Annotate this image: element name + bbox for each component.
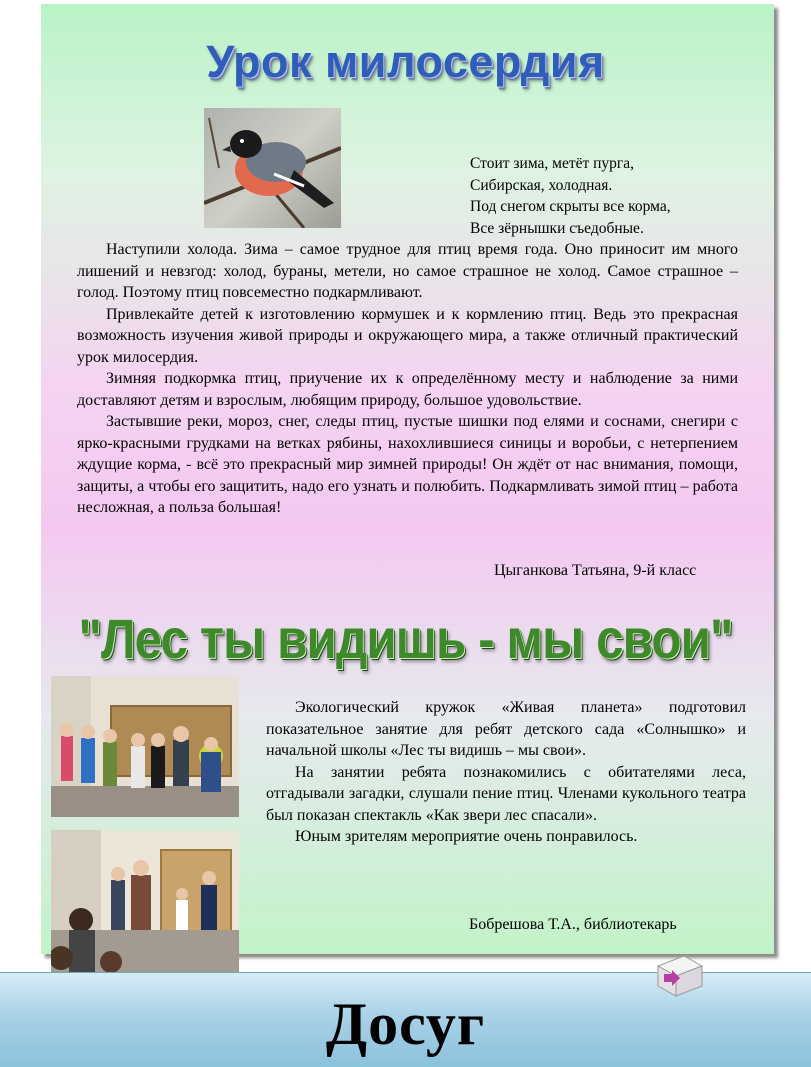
poem-line: Все зёрнышки съедобные.	[470, 219, 644, 237]
paragraph: Юным зрителям мероприятие очень понравилось.	[295, 828, 638, 845]
paragraph: Наступили холода. Зима – самое трудное для птиц время года. Оно приносит им много лишений и невзгод: холод, бураны, метели, но самое страшное не холод. Самое страшное – голод. Поэтому птиц повсеместно подкармливают.	[77, 241, 738, 301]
event-photo-2	[51, 830, 239, 972]
footer-section-title: Досуг	[325, 991, 486, 1057]
paragraph: Привлекайте детей к изготовлению кормушек и к кормлению птиц. Ведь это прекрасная возможность изучения живой природы и окружающего мира, а также отличный практический урок милосердия.	[77, 305, 738, 366]
article-body-1	[77, 239, 738, 519]
paragraph: Зимняя подкормка птиц, приучение их к определённому месту и наблюдение за ними доставляют детям и взрослым, любящим природу, большое удовольствие.	[77, 370, 738, 409]
poem-line: Стоит зима, метёт пурга,	[470, 155, 635, 172]
event-photo-1	[51, 676, 239, 817]
next-arrow-cube-icon[interactable]	[654, 952, 706, 998]
paragraph: Экологический кружок «Живая планета» подготовил показательное занятие для ребят детского сада «Солнышко» и начальной школы «Лес ты видишь – мы свои».	[266, 699, 746, 759]
bullfinch-photo	[204, 108, 341, 228]
author-signature-2: Бобрешова Т.А., библиотекарь	[469, 916, 677, 933]
poem	[470, 153, 671, 239]
section-title-lesson-of-mercy: Урок милосердия	[206, 36, 605, 87]
poem-line: Сибирская, холодная.	[470, 176, 613, 194]
poem-line: Под снегом скрыты все корма,	[470, 198, 671, 215]
section-title-forest: "Лес ты видишь - мы свои"	[78, 607, 733, 670]
article-body-2	[266, 697, 746, 848]
paragraph: На занятии ребята познакомились с обитателями леса, отгадывали загадки, слушали пение птиц. Членами кукольного театра был показан спектакль «Как звери лес спасали».	[266, 763, 746, 824]
paragraph: Застывшие реки, мороз, снег, следы птиц, пустые шишки под елями и соснами, снегири с ярко-красными грудками на ветках рябины, нахохлившиеся синицы и воробьи, с нетерпением ждущие корма, - всё это прекрасный мир зимней природы! Он ждёт от нас внимания, помощи, защиты, а чтобы его защитить, надо его узнать и полюбить. Подкармливать зимой птиц – работа несложная, а польза большая!	[77, 413, 738, 516]
author-signature-1: Цыганкова Татьяна, 9-й класс	[494, 562, 697, 579]
